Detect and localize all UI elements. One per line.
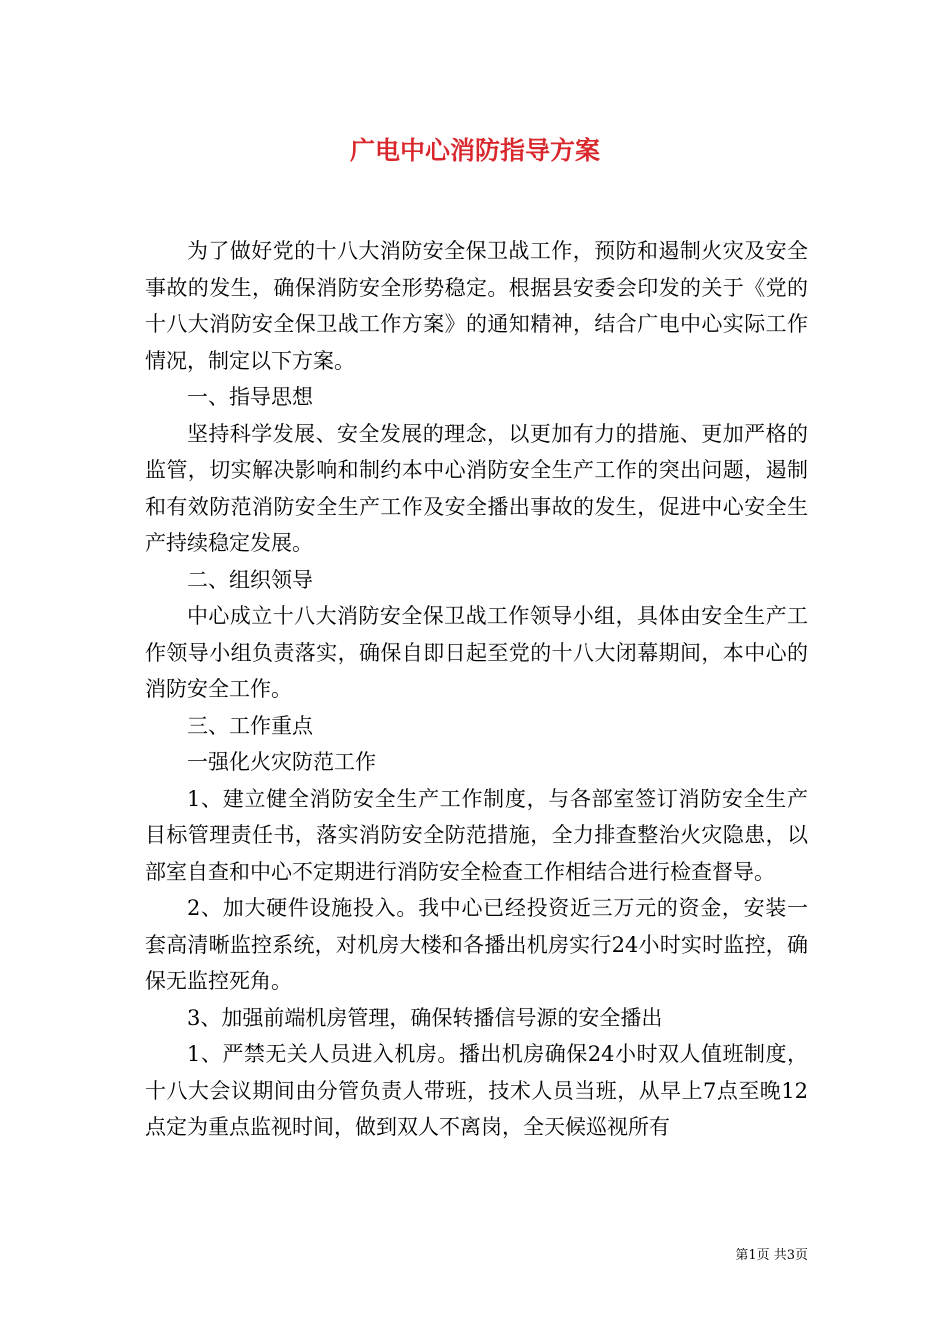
section-heading-organization: 二、组织领导 xyxy=(187,567,313,592)
guiding-ideology-paragraph: 坚持科学发展、安全发展的理念，以更加有力的措施、更加严格的监管，切实解决影响和制约本中心消防安全生产工作的突出问题，遏制和有效防范消防安全生产工作及安全播出事故的发生，促进中心安全生产持续稳定发展。 xyxy=(145,421,808,555)
item-2-paragraph: 2、加大硬件设施投入。我中心已经投资近三万元的资金，安装一套高清晰监控系统，对机房大楼和各播出机房实行24小时实时监控，确保无监控死角。 xyxy=(145,896,808,993)
document-title: 广电中心消防指导方案 xyxy=(349,136,600,165)
section-heading-guiding-ideology: 一、指导思想 xyxy=(187,385,313,409)
item-3-paragraph: 3、加强前端机房管理，确保转播信号源的安全播出 xyxy=(187,1005,663,1030)
machine-room-paragraph: 1、严禁无关人员进入机房。播出机房确保24小时双人值班制度，十八大会议期间由分管负责人带班，技术人员当班，从早上7点至晚12点定为重点监视时间，做到双人不离岗，全天候巡视所有 xyxy=(145,1042,808,1139)
document-body xyxy=(145,233,808,1146)
section-heading-work-focus: 三、工作重点 xyxy=(187,713,313,738)
page-number-footer: 第1页 共3页 xyxy=(735,1248,808,1263)
subheading-fire-prevention: 一强化火灾防范工作 xyxy=(187,750,376,774)
item-1-paragraph: 1、建立健全消防安全生产工作制度，与各部室签订消防安全生产目标管理责任书，落实消防安全防范措施，全力排查整治火灾隐患，以部室自查和中心不定期进行消防安全检查工作相结合进行检查督导。 xyxy=(145,786,808,884)
organization-paragraph: 中心成立十八大消防安全保卫战工作领导小组，具体由安全生产工作领导小组负责落实，确保自即日起至党的十八大闭幕期间，本中心的消防安全工作。 xyxy=(145,604,808,701)
intro-paragraph: 为了做好党的十八大消防安全保卫战工作，预防和遏制火灾及安全事故的发生，确保消防安全形势稳定。根据县安委会印发的关于《党的十八大消防安全保卫战工作方案》的通知精神，结合广电中心实际工作情况，制定以下方案。 xyxy=(145,239,808,373)
